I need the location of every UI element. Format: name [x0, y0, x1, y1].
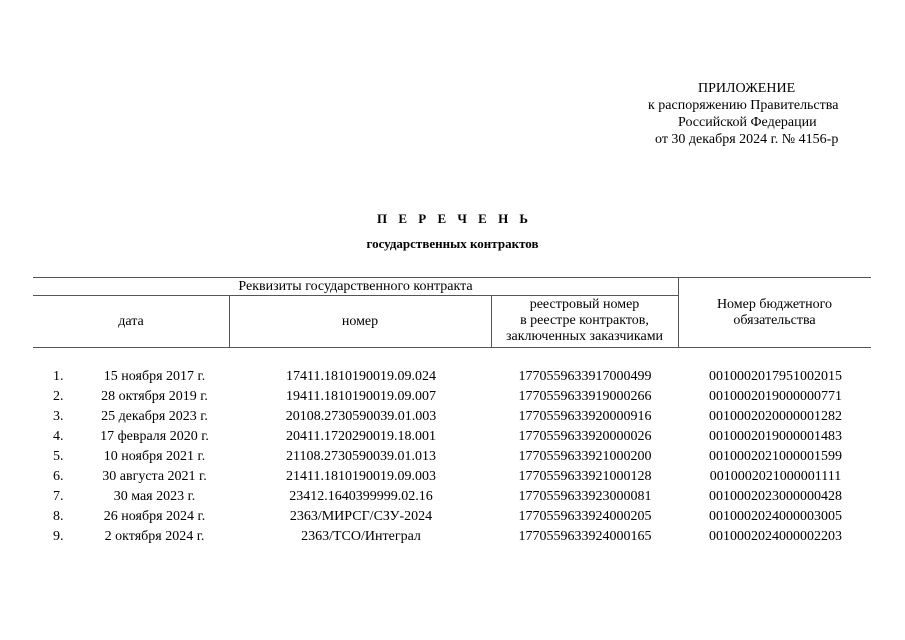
header-group-rule — [33, 295, 679, 296]
column-header-registry — [491, 297, 678, 345]
appendix-line-2: Российской Федерации — [678, 115, 817, 130]
row-budget-obligation: 0010002019000000771 — [709, 389, 842, 404]
row-index: 2. — [53, 389, 64, 404]
row-registry-number: 1770559633924000165 — [518, 529, 652, 544]
row-contract-number: 21108.2730590039.01.013 — [286, 449, 436, 464]
table-row — [0, 467, 905, 487]
row-budget-obligation: 0010002024000002203 — [709, 529, 842, 544]
table-row — [0, 427, 905, 447]
row-index: 3. — [53, 409, 64, 424]
row-budget-obligation: 0010002021000001599 — [709, 449, 842, 464]
header-top-rule — [33, 277, 871, 278]
row-index: 6. — [53, 469, 64, 484]
row-registry-number: 1770559633920000026 — [518, 429, 652, 444]
row-index: 1. — [53, 369, 64, 384]
row-registry-number: 1770559633921000200 — [518, 449, 652, 464]
row-date: 26 ноября 2024 г. — [103, 509, 206, 524]
table-row — [0, 447, 905, 467]
row-contract-number: 20108.2730590039.01.003 — [285, 409, 437, 424]
row-contract-number: 20411.1720290019.18.001 — [286, 429, 436, 444]
column-header-registry-line-2: в реестре контрактов, — [520, 313, 649, 328]
row-contract-number: 2363/ТСО/Интеграл — [301, 529, 421, 544]
column-header-budget-line-1: Номер бюджетного — [716, 297, 833, 312]
row-budget-obligation: 0010002024000003005 — [709, 509, 842, 524]
column-header-registry-line-1: реестровый номер — [529, 297, 640, 312]
row-contract-number: 23412.1640399999.02.16 — [289, 489, 433, 504]
document-subtitle: государственных контрактов — [366, 236, 539, 251]
table-row — [0, 387, 905, 407]
row-contract-number: 17411.1810190019.09.024 — [286, 369, 436, 384]
row-registry-number: 1770559633921000128 — [518, 469, 652, 484]
row-date: 15 ноября 2017 г. — [103, 369, 206, 384]
row-index: 7. — [53, 489, 64, 504]
table-row — [0, 367, 905, 387]
appendix-line-1: к распоряжению Правительства — [648, 98, 839, 113]
table-row — [0, 527, 905, 547]
row-budget-obligation: 0010002017951002015 — [709, 369, 842, 384]
row-date: 25 декабря 2023 г. — [101, 409, 208, 424]
appendix-title: ПРИЛОЖЕНИЕ — [698, 81, 796, 96]
table-row — [0, 407, 905, 427]
row-date: 28 октября 2019 г. — [101, 389, 208, 404]
group-header: Реквизиты государственного контракта — [238, 279, 473, 294]
row-registry-number: 1770559633919000266 — [518, 389, 652, 404]
table-row — [0, 507, 905, 527]
appendix-block — [560, 80, 905, 148]
column-header-number: номер — [341, 314, 379, 329]
column-header-registry-line-3: заключенных заказчиками — [505, 329, 664, 344]
row-budget-obligation: 0010002023000000428 — [709, 489, 842, 504]
row-contract-number: 19411.1810190019.09.007 — [286, 389, 436, 404]
row-registry-number: 1770559633924000205 — [518, 509, 652, 524]
row-registry-number: 1770559633923000081 — [518, 489, 652, 504]
row-contract-number: 21411.1810190019.09.003 — [286, 469, 436, 484]
row-date: 17 февраля 2020 г. — [100, 429, 209, 444]
header-bottom-rule — [33, 347, 871, 348]
row-budget-obligation: 0010002021000001111 — [709, 469, 842, 484]
row-index: 5. — [53, 449, 64, 464]
document-title: П Е Р Е Ч Е Н Ь — [376, 211, 533, 226]
row-contract-number: 2363/МИРСГ/СЗУ-2024 — [289, 509, 433, 524]
table-row — [0, 487, 905, 507]
appendix-line-3: от 30 декабря 2024 г. № 4156-р — [655, 132, 839, 147]
row-date: 2 октября 2024 г. — [104, 529, 205, 544]
column-header-budget — [678, 297, 871, 329]
column-header-date: дата — [118, 314, 144, 329]
row-index: 4. — [53, 429, 64, 444]
row-index: 9. — [53, 529, 64, 544]
row-date: 30 августа 2021 г. — [102, 469, 207, 484]
row-date: 30 мая 2023 г. — [113, 489, 196, 504]
row-budget-obligation: 0010002019000001483 — [709, 429, 842, 444]
row-date: 10 ноября 2021 г. — [103, 449, 206, 464]
row-registry-number: 1770559633917000499 — [518, 369, 652, 384]
row-budget-obligation: 0010002020000001282 — [709, 409, 842, 424]
row-registry-number: 1770559633920000916 — [518, 409, 652, 424]
row-index: 8. — [53, 509, 64, 524]
column-header-budget-line-2: обязательства — [733, 313, 816, 328]
